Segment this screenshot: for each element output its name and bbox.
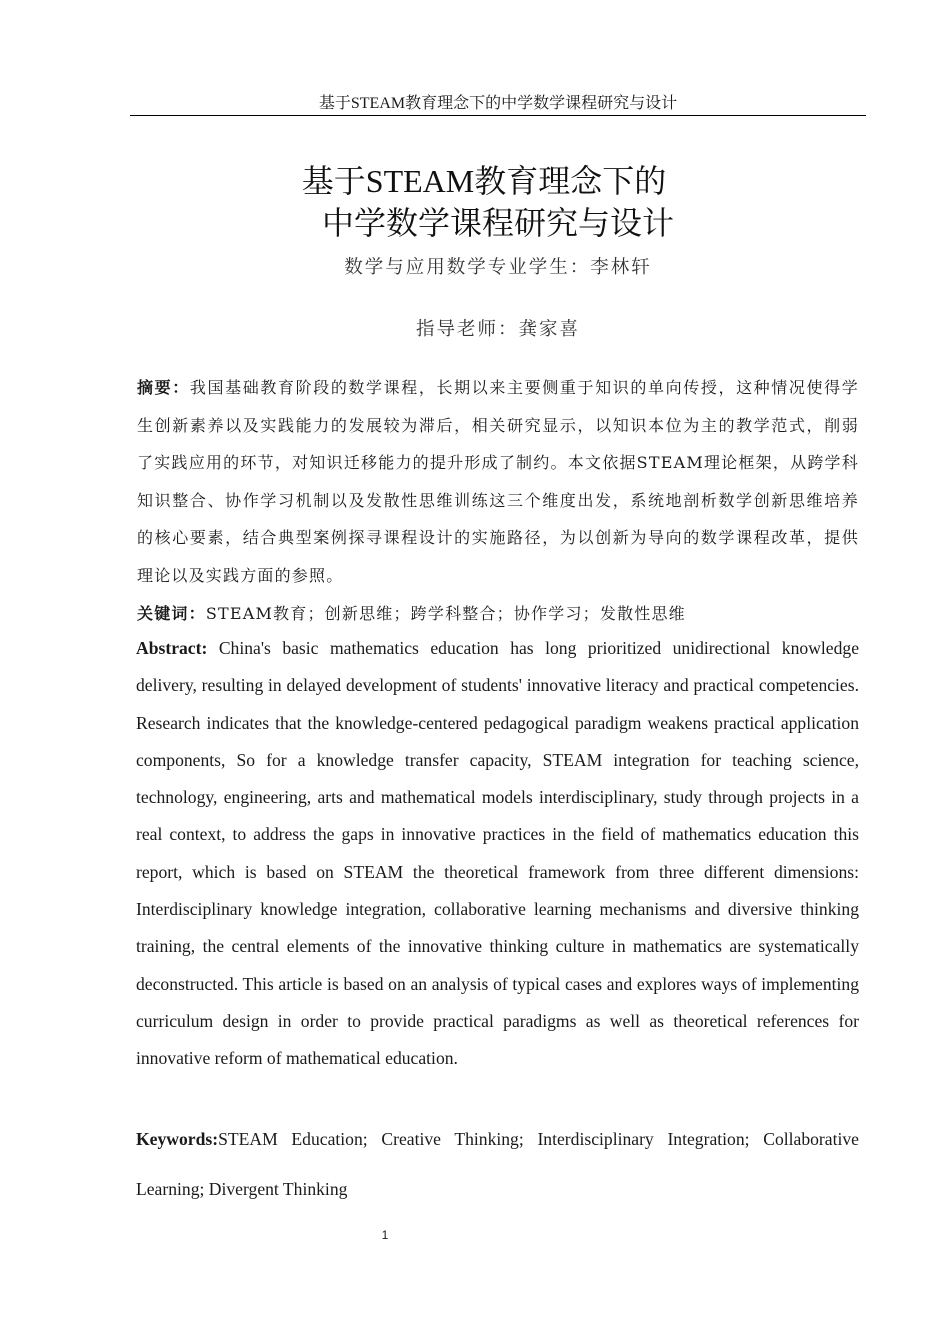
abstract-en <box>136 630 859 1078</box>
abstract-cn-text: 我国基础教育阶段的数学课程，长期以来主要侧重于知识的单向传授，这种情况使得学生创新素养以及实践能力的发展较为滞后，相关研究显示，以知识本位为主的教学范式，削弱了实践应用的环节，对知识迁移能力的提升形成了制约。本文依据STEAM理论框架，从跨学科知识整合、协作学习机制以及发散性思维训练这三个维度出发，系统地剖析数学创新思维培养的核心要素，结合典型案例探寻课程设计的实施路径，为以创新为导向的数学课程改革，提供理论以及实践方面的参照。 <box>137 378 859 585</box>
keywords-en-label: Keywords: <box>136 1129 219 1149</box>
page-number: 1 <box>381 1228 389 1242</box>
advisor-line: 指导老师：龚家喜 <box>415 319 580 340</box>
abstract-en-text: China's basic mathematics education has long prioritized unidirectional knowledge delivery, resulting in delayed development of students' innovative literacy and practical competencies. Research indicates that the knowledge-centered pedagogical paradigm weakens practical application components, So for a knowledge transfer capacity, STEAM integration for teaching science, technology, engineering, arts and mathematical models interdisciplinary, study through projects in a real context, to address the gaps in innovative practices in the field of mathematics education this report, which is based on STEAM the theoretical framework from three different dimensions: Interdisciplinary knowledge integration, collaborative learning mechanisms and diversive thinking training, the central elements of the innovative thinking culture in mathematics are systematically deconstructed. This article is based on an analysis of typical cases and explores ways of implementing curriculum design in order to provide practical paradigms as well as theoretical references for innovative reform of mathematical education. <box>136 638 859 1069</box>
paper-title <box>130 160 866 244</box>
abstract-cn <box>137 369 859 595</box>
keywords-cn-text: STEAM教育；创新思维；跨学科整合；协作学习；发散性思维 <box>205 604 686 623</box>
keywords-cn <box>137 599 859 629</box>
running-header: 基于STEAM教育理念下的中学数学课程研究与设计 <box>318 95 678 112</box>
author-line: 数学与应用数学专业学生：李林轩 <box>344 257 652 278</box>
paper-title-line-2: 中学数学课程研究与设计 <box>321 205 674 241</box>
keywords-cn-label: 关键词： <box>137 604 206 623</box>
abstract-cn-label: 摘要： <box>137 378 190 397</box>
header-rule <box>130 115 866 116</box>
keywords-en-text: STEAM Education; Creative Thinking; Interdisciplinary Integration; Collaborative Learning; Divergent Thinking <box>136 1129 859 1199</box>
paper-title-line-1: 基于STEAM教育理念下的 <box>301 163 667 199</box>
abstract-en-label: Abstract: <box>136 638 208 658</box>
keywords-en <box>136 1114 859 1214</box>
